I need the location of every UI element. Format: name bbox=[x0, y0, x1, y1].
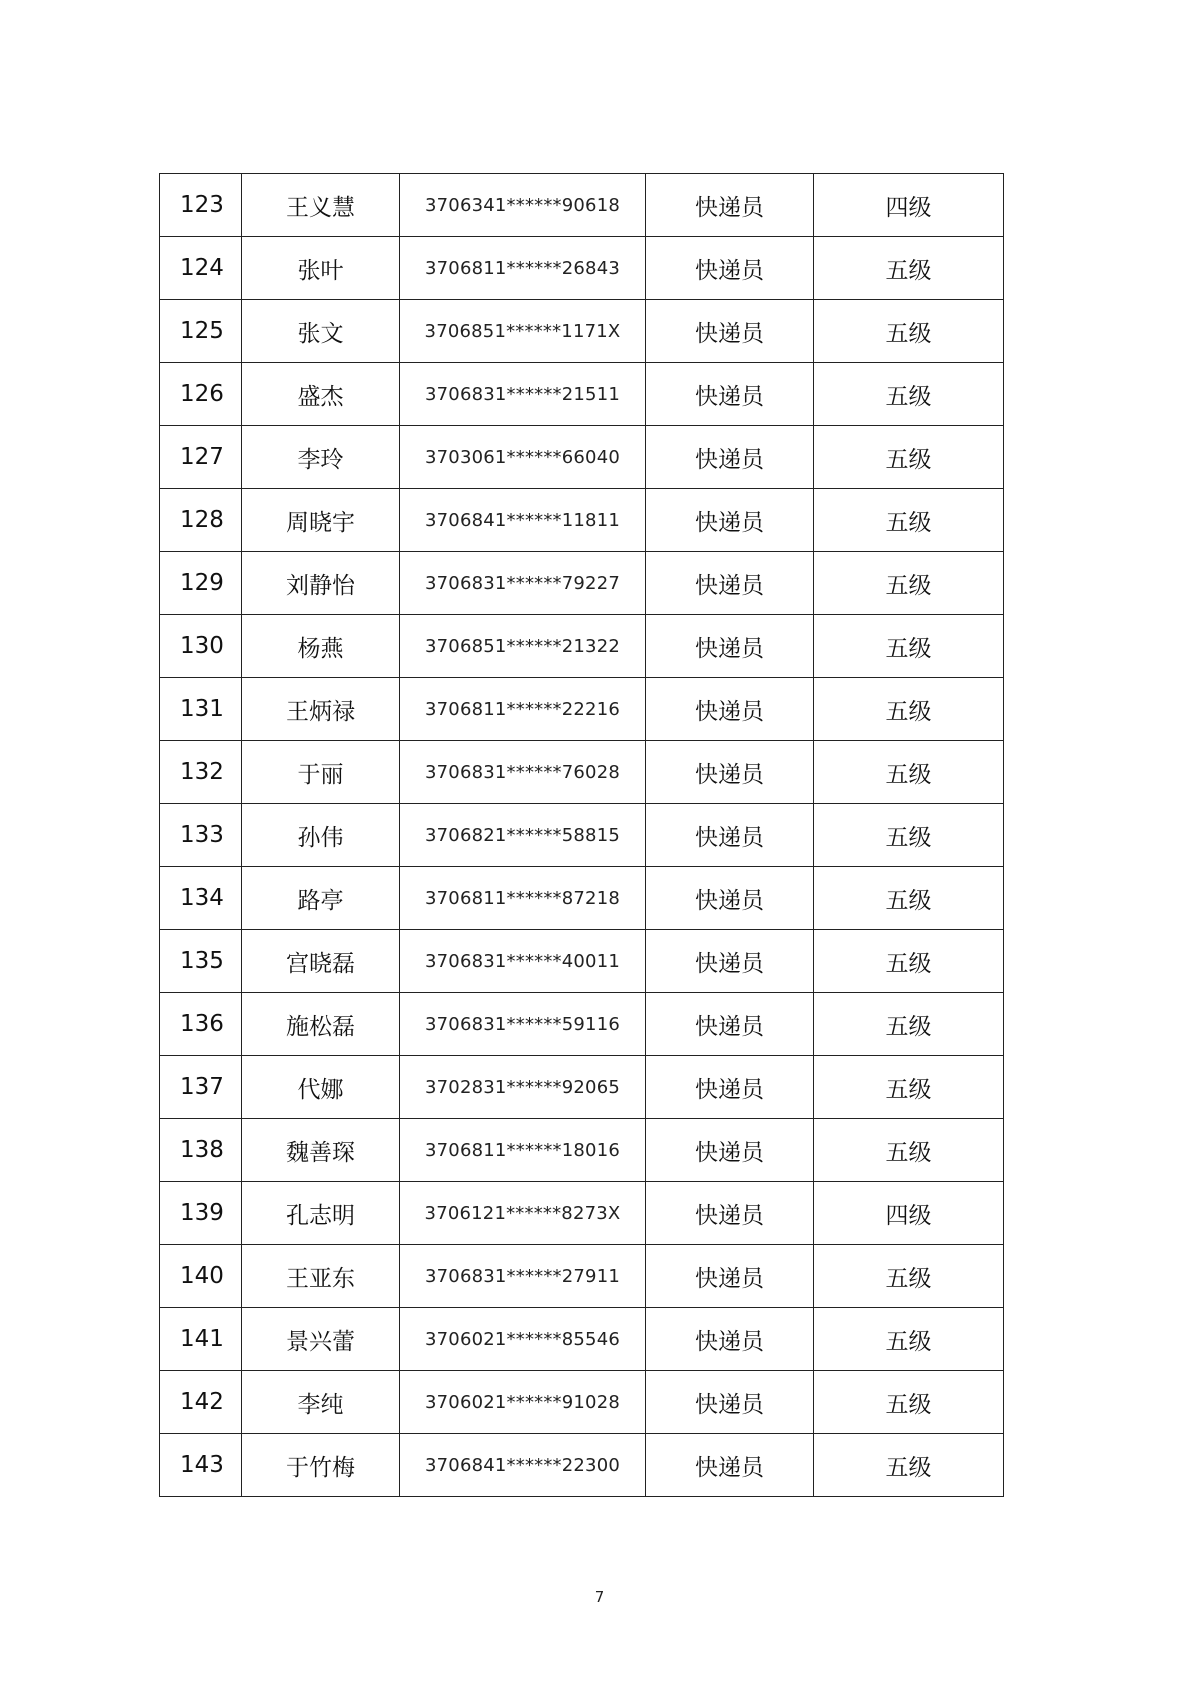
occupation-cell: 快递员 bbox=[646, 426, 814, 489]
person-name-cell: 李玲 bbox=[242, 426, 400, 489]
skill-level-cell: 五级 bbox=[814, 615, 1004, 678]
id-number-cell: 3706821******58815 bbox=[400, 804, 646, 867]
personnel-table-body bbox=[160, 174, 1004, 1497]
person-name-cell: 于竹梅 bbox=[242, 1434, 400, 1497]
id-number-cell: 3706841******22300 bbox=[400, 1434, 646, 1497]
row-number-cell: 140 bbox=[160, 1245, 242, 1308]
table-row bbox=[160, 300, 1004, 363]
id-number-cell: 3706811******22216 bbox=[400, 678, 646, 741]
table-row bbox=[160, 1119, 1004, 1182]
id-number-cell: 3702831******92065 bbox=[400, 1056, 646, 1119]
table-row bbox=[160, 1434, 1004, 1497]
table-row bbox=[160, 678, 1004, 741]
occupation-cell: 快递员 bbox=[646, 804, 814, 867]
occupation-cell: 快递员 bbox=[646, 300, 814, 363]
row-number-cell: 134 bbox=[160, 867, 242, 930]
table-row bbox=[160, 1182, 1004, 1245]
table-row bbox=[160, 552, 1004, 615]
person-name-cell: 孔志明 bbox=[242, 1182, 400, 1245]
skill-level-cell: 五级 bbox=[814, 363, 1004, 426]
person-name-cell: 刘静怡 bbox=[242, 552, 400, 615]
row-number-cell: 136 bbox=[160, 993, 242, 1056]
skill-level-cell: 四级 bbox=[814, 174, 1004, 237]
id-number-cell: 3706811******26843 bbox=[400, 237, 646, 300]
row-number-cell: 141 bbox=[160, 1308, 242, 1371]
occupation-cell: 快递员 bbox=[646, 993, 814, 1056]
table-row bbox=[160, 804, 1004, 867]
id-number-cell: 3706831******76028 bbox=[400, 741, 646, 804]
skill-level-cell: 五级 bbox=[814, 489, 1004, 552]
table-row bbox=[160, 363, 1004, 426]
id-number-cell: 3706831******79227 bbox=[400, 552, 646, 615]
person-name-cell: 于丽 bbox=[242, 741, 400, 804]
id-number-cell: 3706811******87218 bbox=[400, 867, 646, 930]
person-name-cell: 杨燕 bbox=[242, 615, 400, 678]
occupation-cell: 快递员 bbox=[646, 615, 814, 678]
skill-level-cell: 五级 bbox=[814, 867, 1004, 930]
person-name-cell: 王炳禄 bbox=[242, 678, 400, 741]
table-row bbox=[160, 426, 1004, 489]
skill-level-cell: 五级 bbox=[814, 1056, 1004, 1119]
table-row bbox=[160, 615, 1004, 678]
person-name-cell: 王义慧 bbox=[242, 174, 400, 237]
skill-level-cell: 五级 bbox=[814, 741, 1004, 804]
occupation-cell: 快递员 bbox=[646, 174, 814, 237]
id-number-cell: 3706831******21511 bbox=[400, 363, 646, 426]
table-row bbox=[160, 1245, 1004, 1308]
skill-level-cell: 五级 bbox=[814, 930, 1004, 993]
row-number-cell: 142 bbox=[160, 1371, 242, 1434]
occupation-cell: 快递员 bbox=[646, 1119, 814, 1182]
row-number-cell: 133 bbox=[160, 804, 242, 867]
table-row bbox=[160, 174, 1004, 237]
occupation-cell: 快递员 bbox=[646, 678, 814, 741]
id-number-cell: 3703061******66040 bbox=[400, 426, 646, 489]
table-row bbox=[160, 237, 1004, 300]
person-name-cell: 李纯 bbox=[242, 1371, 400, 1434]
occupation-cell: 快递员 bbox=[646, 1308, 814, 1371]
table-row bbox=[160, 1308, 1004, 1371]
row-number-cell: 126 bbox=[160, 363, 242, 426]
occupation-cell: 快递员 bbox=[646, 363, 814, 426]
id-number-cell: 3706831******40011 bbox=[400, 930, 646, 993]
id-number-cell: 3706341******90618 bbox=[400, 174, 646, 237]
row-number-cell: 135 bbox=[160, 930, 242, 993]
person-name-cell: 盛杰 bbox=[242, 363, 400, 426]
occupation-cell: 快递员 bbox=[646, 237, 814, 300]
row-number-cell: 137 bbox=[160, 1056, 242, 1119]
person-name-cell: 景兴蕾 bbox=[242, 1308, 400, 1371]
skill-level-cell: 五级 bbox=[814, 993, 1004, 1056]
person-name-cell: 王亚东 bbox=[242, 1245, 400, 1308]
skill-level-cell: 五级 bbox=[814, 1434, 1004, 1497]
id-number-cell: 3706851******21322 bbox=[400, 615, 646, 678]
person-name-cell: 路亭 bbox=[242, 867, 400, 930]
occupation-cell: 快递员 bbox=[646, 1371, 814, 1434]
skill-level-cell: 五级 bbox=[814, 300, 1004, 363]
row-number-cell: 124 bbox=[160, 237, 242, 300]
row-number-cell: 127 bbox=[160, 426, 242, 489]
skill-level-cell: 五级 bbox=[814, 1245, 1004, 1308]
person-name-cell: 周晓宇 bbox=[242, 489, 400, 552]
table-row bbox=[160, 1056, 1004, 1119]
page-number: 7 bbox=[594, 1588, 605, 1606]
occupation-cell: 快递员 bbox=[646, 930, 814, 993]
occupation-cell: 快递员 bbox=[646, 1056, 814, 1119]
occupation-cell: 快递员 bbox=[646, 867, 814, 930]
id-number-cell: 3706831******27911 bbox=[400, 1245, 646, 1308]
skill-level-cell: 五级 bbox=[814, 552, 1004, 615]
row-number-cell: 123 bbox=[160, 174, 242, 237]
table-row bbox=[160, 741, 1004, 804]
person-name-cell: 施松磊 bbox=[242, 993, 400, 1056]
person-name-cell: 孙伟 bbox=[242, 804, 400, 867]
occupation-cell: 快递员 bbox=[646, 1182, 814, 1245]
person-name-cell: 宫晓磊 bbox=[242, 930, 400, 993]
table-row bbox=[160, 993, 1004, 1056]
table-row bbox=[160, 1371, 1004, 1434]
table-row bbox=[160, 867, 1004, 930]
person-name-cell: 张叶 bbox=[242, 237, 400, 300]
skill-level-cell: 五级 bbox=[814, 237, 1004, 300]
skill-level-cell: 五级 bbox=[814, 1119, 1004, 1182]
id-number-cell: 3706021******85546 bbox=[400, 1308, 646, 1371]
personnel-table bbox=[159, 173, 1004, 1497]
row-number-cell: 128 bbox=[160, 489, 242, 552]
id-number-cell: 3706841******11811 bbox=[400, 489, 646, 552]
skill-level-cell: 五级 bbox=[814, 426, 1004, 489]
id-number-cell: 3706831******59116 bbox=[400, 993, 646, 1056]
row-number-cell: 131 bbox=[160, 678, 242, 741]
person-name-cell: 魏善琛 bbox=[242, 1119, 400, 1182]
row-number-cell: 129 bbox=[160, 552, 242, 615]
row-number-cell: 130 bbox=[160, 615, 242, 678]
row-number-cell: 132 bbox=[160, 741, 242, 804]
person-name-cell: 张文 bbox=[242, 300, 400, 363]
table-row bbox=[160, 489, 1004, 552]
person-name-cell: 代娜 bbox=[242, 1056, 400, 1119]
id-number-cell: 3706811******18016 bbox=[400, 1119, 646, 1182]
skill-level-cell: 五级 bbox=[814, 1308, 1004, 1371]
id-number-cell: 3706121******8273X bbox=[400, 1182, 646, 1245]
row-number-cell: 138 bbox=[160, 1119, 242, 1182]
row-number-cell: 139 bbox=[160, 1182, 242, 1245]
occupation-cell: 快递员 bbox=[646, 741, 814, 804]
occupation-cell: 快递员 bbox=[646, 552, 814, 615]
skill-level-cell: 五级 bbox=[814, 678, 1004, 741]
occupation-cell: 快递员 bbox=[646, 1245, 814, 1308]
occupation-cell: 快递员 bbox=[646, 489, 814, 552]
skill-level-cell: 五级 bbox=[814, 1371, 1004, 1434]
id-number-cell: 3706851******1171X bbox=[400, 300, 646, 363]
table-row bbox=[160, 930, 1004, 993]
row-number-cell: 125 bbox=[160, 300, 242, 363]
id-number-cell: 3706021******91028 bbox=[400, 1371, 646, 1434]
skill-level-cell: 四级 bbox=[814, 1182, 1004, 1245]
skill-level-cell: 五级 bbox=[814, 804, 1004, 867]
row-number-cell: 143 bbox=[160, 1434, 242, 1497]
occupation-cell: 快递员 bbox=[646, 1434, 814, 1497]
